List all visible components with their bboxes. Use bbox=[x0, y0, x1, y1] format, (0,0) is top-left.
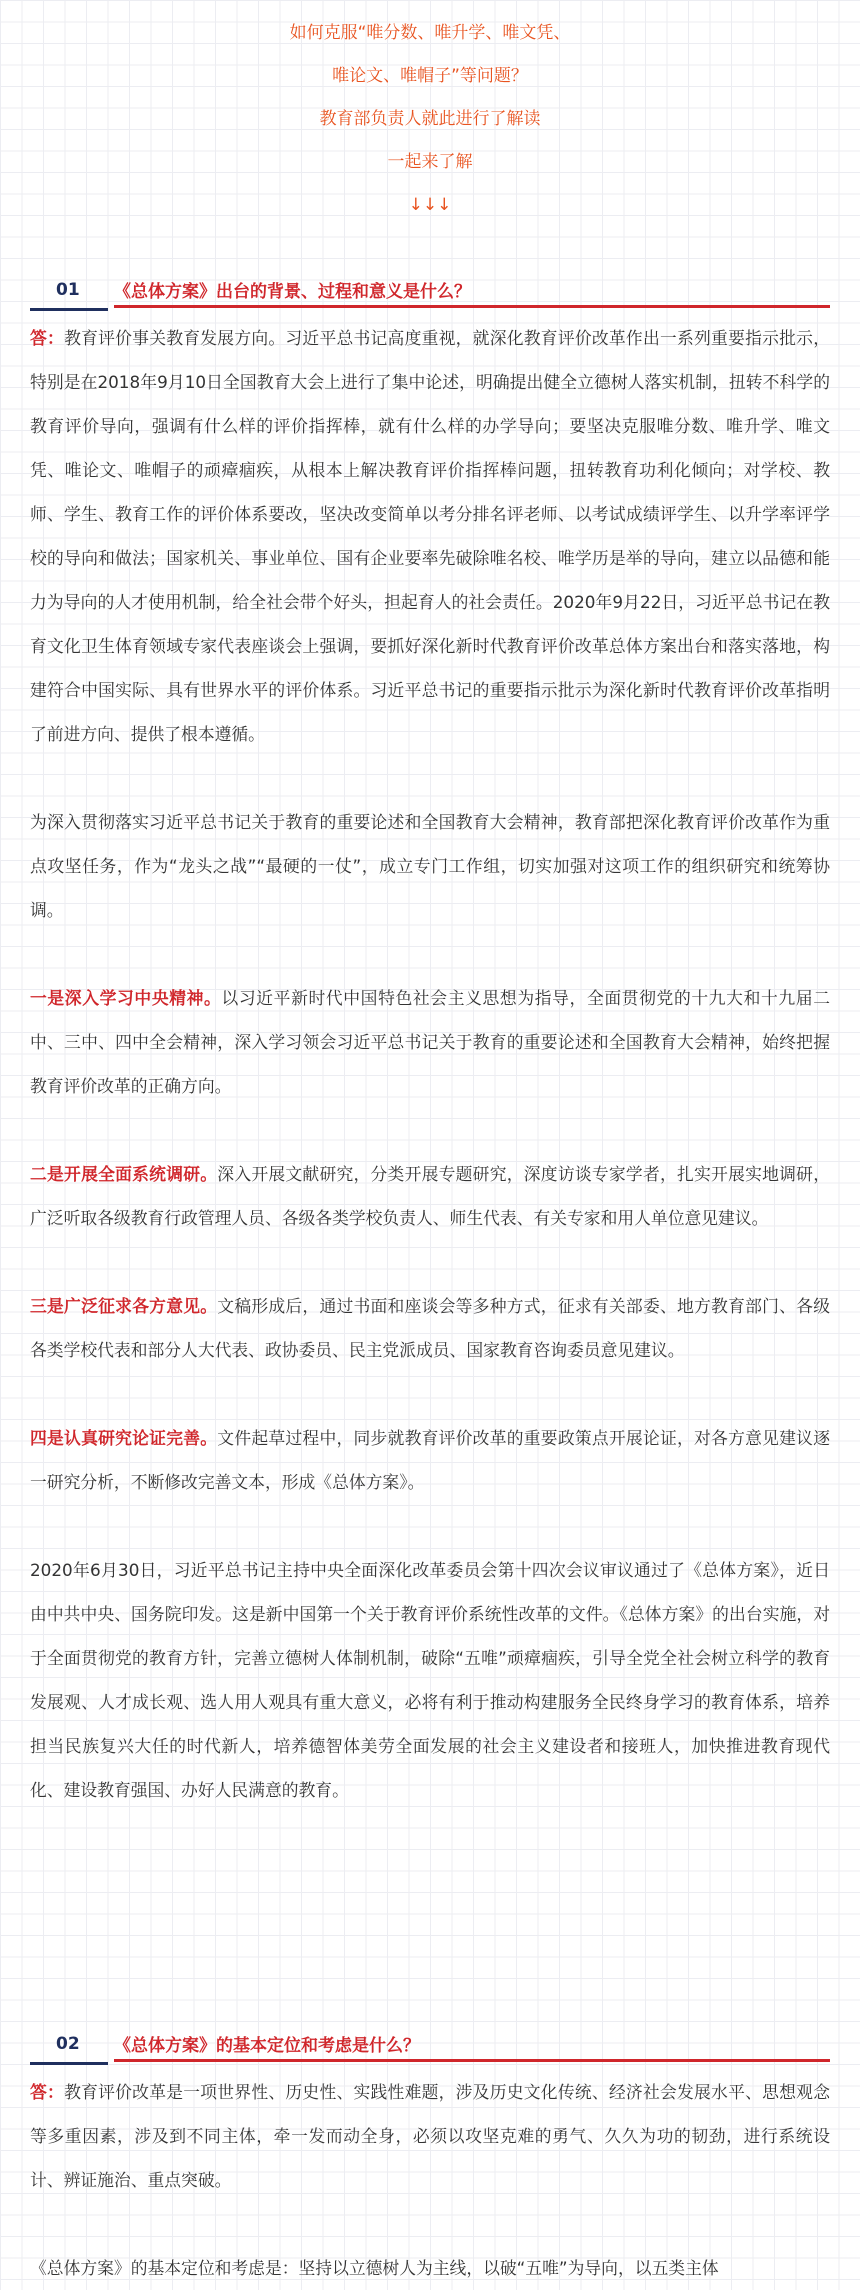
section-number: 02 bbox=[56, 2034, 80, 2054]
point-text: 文件起草过程中，同步就教育评价改革的重要政策点开展论证，对各方意见建议逐一研究分析，不断修改完善文本，形成《总体方案》。 bbox=[30, 1428, 830, 1492]
section-title-underline bbox=[114, 2059, 830, 2062]
spacer bbox=[30, 1504, 830, 1548]
section-number-underline bbox=[30, 2062, 108, 2065]
intro-block bbox=[0, 0, 860, 227]
point-paragraph bbox=[30, 1152, 830, 1240]
section-title-underline bbox=[114, 305, 830, 308]
intro-line: 如何克服“唯分数、唯升学、唯文凭、 bbox=[289, 23, 571, 43]
spacer bbox=[30, 1108, 830, 1152]
section-header bbox=[30, 2022, 830, 2068]
point-label: 二是开展全面系统调研。 bbox=[30, 1164, 218, 1184]
spacer bbox=[30, 1372, 830, 1416]
section-02 bbox=[30, 2022, 830, 2290]
answer-label: 答： bbox=[30, 2082, 65, 2102]
point-paragraph bbox=[30, 1416, 830, 1504]
point-text: 文稿形成后，通过书面和座谈会等多种方式，征求有关部委、地方教育部门、各级各类学校代表和部分人大代表、政协委员、民主党派成员、国家教育咨询委员意见建议。 bbox=[30, 1296, 830, 1360]
answer-text: 教育评价改革是一项世界性、历史性、实践性难题，涉及历史文化传统、经济社会发展水平、思想观念等多重因素，涉及到不同主体，牵一发而动全身，必须以攻坚克难的勇气、久久为功的韧劲，进行系统设计、辨证施治、重点突破。 bbox=[30, 2082, 830, 2190]
section-01 bbox=[30, 268, 830, 1812]
section-number-underline bbox=[30, 308, 108, 311]
paragraph: 2020年6月30日，习近平总书记主持中央全面深化改革委员会第十四次会议审议通过了《总体方案》，近日由中共中央、国务院印发。这是新中国第一个关于教育评价系统性改革的文件。《总体方案》的出台实施，对于全面贯彻党的教育方针，完善立德树人体制机制，破除“五唯”顽瘴痼疾，引导全党全社会树立科学的教育发展观、人才成长观、选人用人观具有重大意义，必将有利于推动构建服务全民终身学习的教育体系，培养担当民族复兴大任的时代新人，培养德智体美劳全面发展的社会主义建设者和接班人，加快推进教育现代化、建设教育强国、办好人民满意的教育。 bbox=[30, 1560, 830, 1800]
spacer bbox=[30, 2202, 830, 2246]
point-text: 以习近平新时代中国特色社会主义思想为指导，全面贯彻党的十九大和十九届二中、三中、四中全会精神，深入学习领会习近平总书记关于教育的重要论述和全国教育大会精神，始终把握教育评价改革的正确方向。 bbox=[30, 988, 830, 1096]
point-text: 深入开展文献研究，分类开展专题研究，深度访谈专家学者，扎实开展实地调研，广泛听取各级教育行政管理人员、各级各类学校负责人、师生代表、有关专家和用人单位意见建议。 bbox=[30, 1164, 830, 1228]
paragraph: 为深入贯彻落实习近平总书记关于教育的重要论述和全国教育大会精神，教育部把深化教育评价改革作为重点攻坚任务，作为“龙头之战”“最硬的一仗”，成立专门工作组，切实加强对这项工作的组织研究和统筹协调。 bbox=[30, 812, 830, 920]
answer-label: 答： bbox=[30, 328, 65, 348]
intro-line: 一起来了解 bbox=[387, 152, 473, 172]
section-title: 《总体方案》出台的背景、过程和意义是什么？ bbox=[114, 282, 471, 302]
spacer bbox=[30, 932, 830, 976]
section-header bbox=[30, 268, 830, 314]
intro-line: 教育部负责人就此进行了解读 bbox=[319, 109, 541, 129]
paragraph: 《总体方案》的基本定位和考虑是：坚持以立德树人为主线，以破“五唯”为导向，以五类主体 bbox=[30, 2258, 719, 2278]
answer-paragraph bbox=[30, 316, 830, 756]
section-number: 01 bbox=[56, 280, 80, 300]
point-paragraph bbox=[30, 976, 830, 1108]
answer-text: 教育评价事关教育发展方向。习近平总书记高度重视，就深化教育评价改革作出一系列重要指示批示，特别是在2018年9月10日全国教育大会上进行了集中论述，明确提出健全立德树人落实机制，扭转不科学的教育评价导向，强调有什么样的评价指挥棒，就有什么样的办学导向；要坚决克服唯分数、唯升学、唯文凭、唯论文、唯帽子的顽瘴痼疾，从根本上解决教育评价指挥棒问题，扭转教育功利化倾向；对学校、教师、学生、教育工作的评价体系要改，坚决改变简单以考分排名评老师、以考试成绩评学生、以升学率评学校的导向和做法；国家机关、事业单位、国有企业要率先破除唯名校、唯学历是举的导向，建立以品德和能力为导向的人才使用机制，给全社会带个好头，担起育人的社会责任。2020年9月22日，习近平总书记在教育文化卫生体育领域专家代表座谈会上强调，要抓好深化新时代教育评价改革总体方案出台和落实落地，构建符合中国实际、具有世界水平的评价体系。习近平总书记的重要指示批示为深化新时代教育评价改革指明了前进方向、提供了根本遵循。 bbox=[30, 328, 830, 744]
spacer bbox=[30, 1240, 830, 1284]
point-paragraph bbox=[30, 1284, 830, 1372]
point-label: 一是深入学习中央精神。 bbox=[30, 988, 222, 1008]
point-label: 四是认真研究论证完善。 bbox=[30, 1428, 218, 1448]
intro-arrows: ↓↓↓ bbox=[408, 195, 452, 215]
intro-line: 唯论文、唯帽子”等问题？ bbox=[332, 66, 528, 86]
section-title: 《总体方案》的基本定位和考虑是什么？ bbox=[114, 2036, 420, 2056]
point-label: 三是广泛征求各方意见。 bbox=[30, 1296, 218, 1316]
answer-paragraph bbox=[30, 2070, 830, 2202]
spacer bbox=[30, 756, 830, 800]
